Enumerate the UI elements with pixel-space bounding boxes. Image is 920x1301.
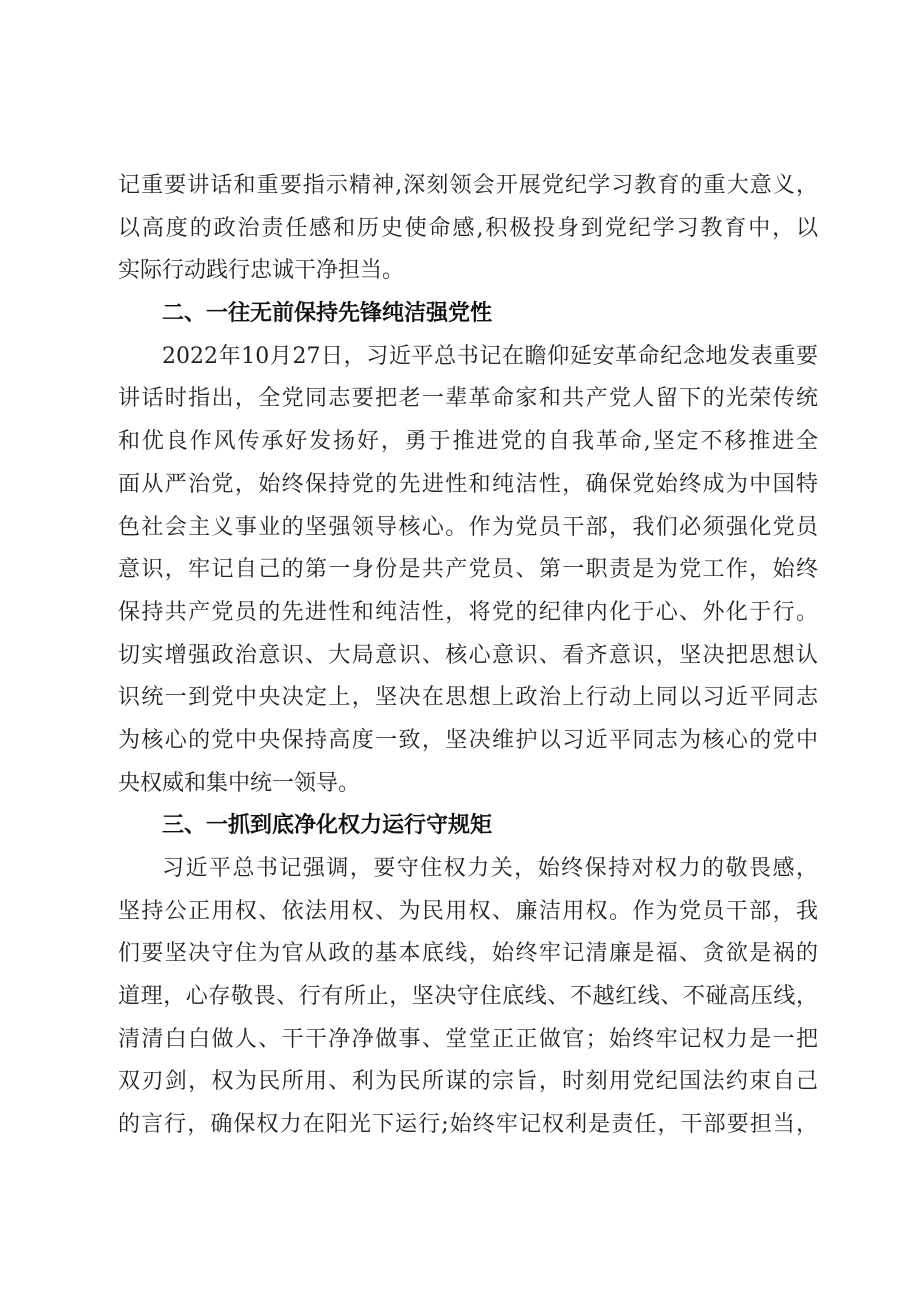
paragraph-line: 习近平总书记强调，要守住权力关，始终保持对权力的敬畏感， bbox=[162, 856, 818, 881]
paragraph-line: 面从严治党，始终保持党的先进性和纯洁性，确保党始终成为中国特 bbox=[118, 471, 818, 497]
paragraph-line: 识统一到党中央决定上，坚决在思想上政治上行动上同以习近平同志 bbox=[118, 685, 818, 711]
section-heading: 二、一往无前保持先锋纯洁强党性 bbox=[162, 301, 493, 327]
paragraph-line: 们要坚决守住为官从政的基本底线，始终牢记清廉是福、贪欲是祸的 bbox=[118, 941, 818, 967]
paragraph-line: 和优良作风传承好发扬好，勇于推进党的自我革命,坚定不移推进全 bbox=[118, 429, 818, 455]
document-body bbox=[118, 165, 818, 1147]
paragraph-line: 坚持公正用权、依法用权、为民用权、廉洁用权。作为党员干部，我 bbox=[118, 898, 818, 924]
paragraph-line: 色社会主义事业的坚强领导核心。作为党员干部，我们必须强化党员 bbox=[118, 514, 818, 540]
paragraph-line: 记重要讲话和重要指示精神,深刻领会开展党纪学习教育的重大意义， bbox=[118, 173, 818, 198]
paragraph-line: 2022年10月27日，习近平总书记在瞻仰延安革命纪念地发表重要 bbox=[162, 343, 818, 369]
paragraph-line: 实际行动践行忠诚干净担当。 bbox=[118, 258, 405, 284]
section-heading: 三、一抓到底净化权力运行守规矩 bbox=[162, 813, 493, 839]
paragraph-line: 以高度的政治责任感和历史使命感,积极投身到党纪学习教育中，以 bbox=[118, 215, 818, 241]
paragraph-line: 清清白白做人、干干净净做事、堂堂正正做官；始终牢记权力是一把 bbox=[118, 1026, 818, 1052]
paragraph-line: 讲话时指出，全党同志要把老一辈革命家和共产党人留下的光荣传统 bbox=[118, 386, 818, 412]
paragraph-line: 央权威和集中统一领导。 bbox=[118, 770, 361, 796]
paragraph-line: 的言行，确保权力在阳光下运行;始终牢记权利是责任，干部要担当， bbox=[118, 1112, 818, 1138]
paragraph-line: 为核心的党中央保持高度一致，坚决维护以习近平同志为核心的党中 bbox=[118, 727, 818, 753]
paragraph-line: 保持共产党员的先进性和纯洁性，将党的纪律内化于心、外化于行。 bbox=[118, 599, 818, 625]
paragraph-line: 双刃剑，权为民所用、利为民所谋的宗旨，时刻用党纪国法约束自己 bbox=[118, 1069, 818, 1095]
paragraph-line: 道理，心存敬畏、行有所止，坚决守住底线、不越红线、不碰高压线， bbox=[118, 984, 818, 1010]
paragraph-line: 切实增强政治意识、大局意识、核心意识、看齐意识，坚决把思想认 bbox=[118, 642, 818, 668]
paragraph-line: 意识，牢记自己的第一身份是共产党员、第一职责是为党工作，始终 bbox=[118, 557, 818, 583]
